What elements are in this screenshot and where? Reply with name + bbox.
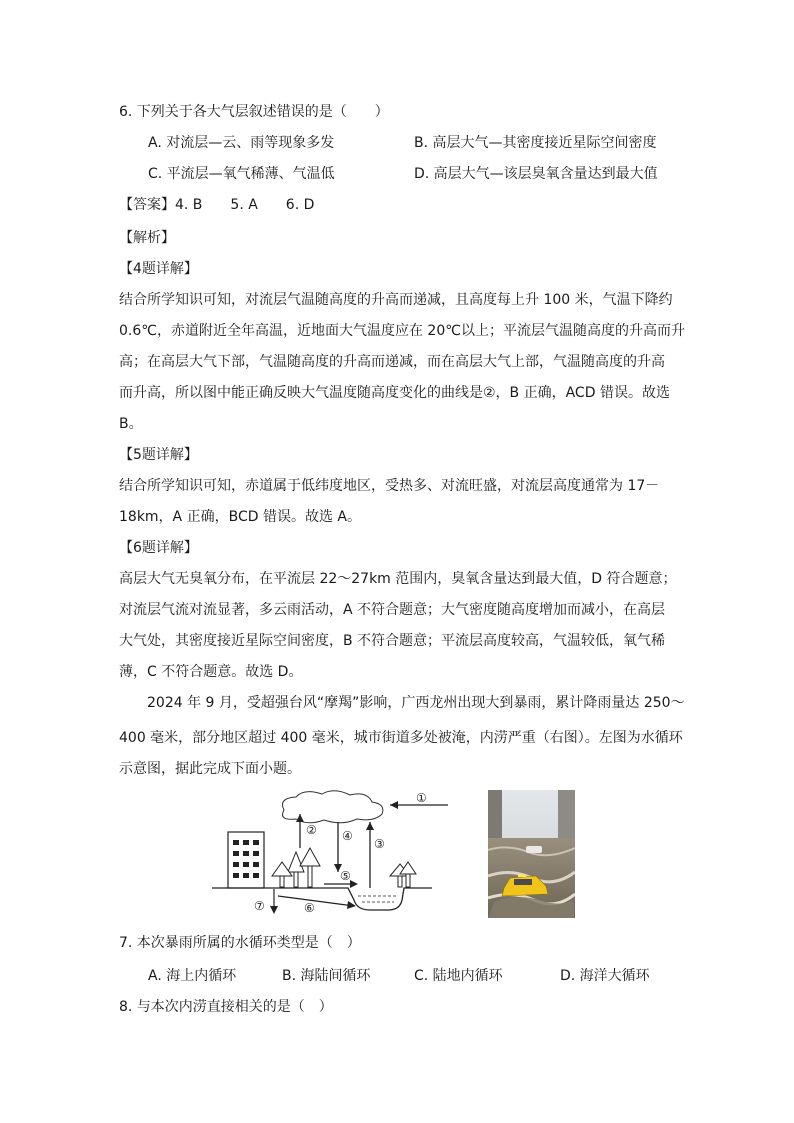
question-6-option-d: D. 高层大气—该层臭氧含量达到最大值: [414, 166, 658, 182]
detail-6-line-4: 薄，C 不符合题意。故选 D。: [119, 664, 303, 680]
label-7: ⑦: [254, 899, 265, 913]
detail-6-line-1: 高层大气无臭氧分布，在平流层 22～27km 范围内，臭氧含量达到最大值，D 符合题意；: [119, 571, 677, 587]
detail-5-heading: 【5题详解】: [119, 447, 198, 463]
lake-water: [358, 896, 398, 902]
cloud-shape: [283, 791, 383, 823]
question-6-option-a: A. 对流层—云、雨等现象多发: [148, 135, 335, 151]
detail-6-line-3: 大气处，其密度接近星际空间密度，B 不符合题意；平流层高度较高，气温较低，氧气稀: [119, 633, 666, 649]
detail-4-heading: 【4题详解】: [119, 261, 198, 277]
material-line-1: 2024 年 9 月，受超强台风“摩羯”影响，广西龙州出现大到暴雨，累计降雨量达 250～: [147, 695, 685, 711]
detail-4-line-3: 高；在高层大气下部，气温随高度的升高而递减，而在高层大气上部，气温随高度的升高: [119, 354, 665, 370]
detail-4-line-1: 结合所学知识可知，对流层气温随高度的升高而递减，且高度每上升 100 米，气温下降约: [119, 292, 673, 308]
question-7-option-b: B. 海陆间循环: [282, 968, 371, 984]
question-6-option-c: C. 平流层—氧气稀薄、气温低: [148, 166, 335, 182]
detail-6-line-2: 对流层气流对流显著，多云雨活动，A 不符合题意；大气密度随高度增加而减小，在高层: [119, 602, 666, 618]
question-8-stem: 8. 与本次内涝直接相关的是（ ）: [119, 999, 333, 1015]
label-6: ⑥: [304, 901, 315, 915]
material-line-2: 400 毫米，部分地区超过 400 毫米，城市街道多处被淹，内涝严重（右图）。左图为水循环: [119, 730, 683, 746]
question-7-option-a: A. 海上内循环: [148, 968, 237, 984]
answer-line: 【答案】4. B 5. A 6. D: [119, 197, 315, 213]
flood-photo: [488, 790, 575, 918]
tree-group-right: [390, 862, 416, 887]
question-6-option-b: B. 高层大气—其密度接近星际空间密度: [414, 135, 657, 151]
ground-line: [212, 888, 432, 910]
label-5: ⑤: [340, 869, 351, 883]
label-4: ④: [342, 829, 353, 843]
tree-group-left: [272, 848, 320, 887]
detail-4-line-5: B。: [119, 416, 143, 432]
detail-5-line-2: 18km，A 正确，BCD 错误。故选 A。: [119, 509, 361, 525]
detail-5-line-1: 结合所学知识可知，赤道属于低纬度地区，受热多、对流旺盛，对流层高度通常为 17－: [119, 478, 660, 494]
analysis-heading: 【解析】: [119, 230, 175, 246]
label-2: ②: [306, 823, 317, 837]
question-7-option-d: D. 海洋大循环: [560, 968, 650, 984]
question-7-stem: 7. 本次暴雨所属的水循环类型是（ ）: [119, 935, 361, 951]
question-7-option-c: C. 陆地内循环: [414, 968, 503, 984]
material-line-3: 示意图，据此完成下面小题。: [119, 761, 301, 777]
detail-4-line-2: 0.6℃，赤道附近全年高温，近地面大气温度应在 20℃以上；平流层气温随高度的升高而升: [119, 323, 685, 339]
question-6-stem: 6. 下列关于各大气层叙述错误的是（ ）: [119, 104, 389, 120]
detail-4-line-4: 而升高，所以图中能正确反映大气温度随高度变化的曲线是②，B 正确，ACD 错误。故选: [119, 385, 670, 401]
detail-6-heading: 【6题详解】: [119, 540, 198, 556]
label-1: ①: [416, 791, 427, 805]
label-3: ③: [374, 837, 385, 851]
arrow-6: [278, 896, 354, 906]
